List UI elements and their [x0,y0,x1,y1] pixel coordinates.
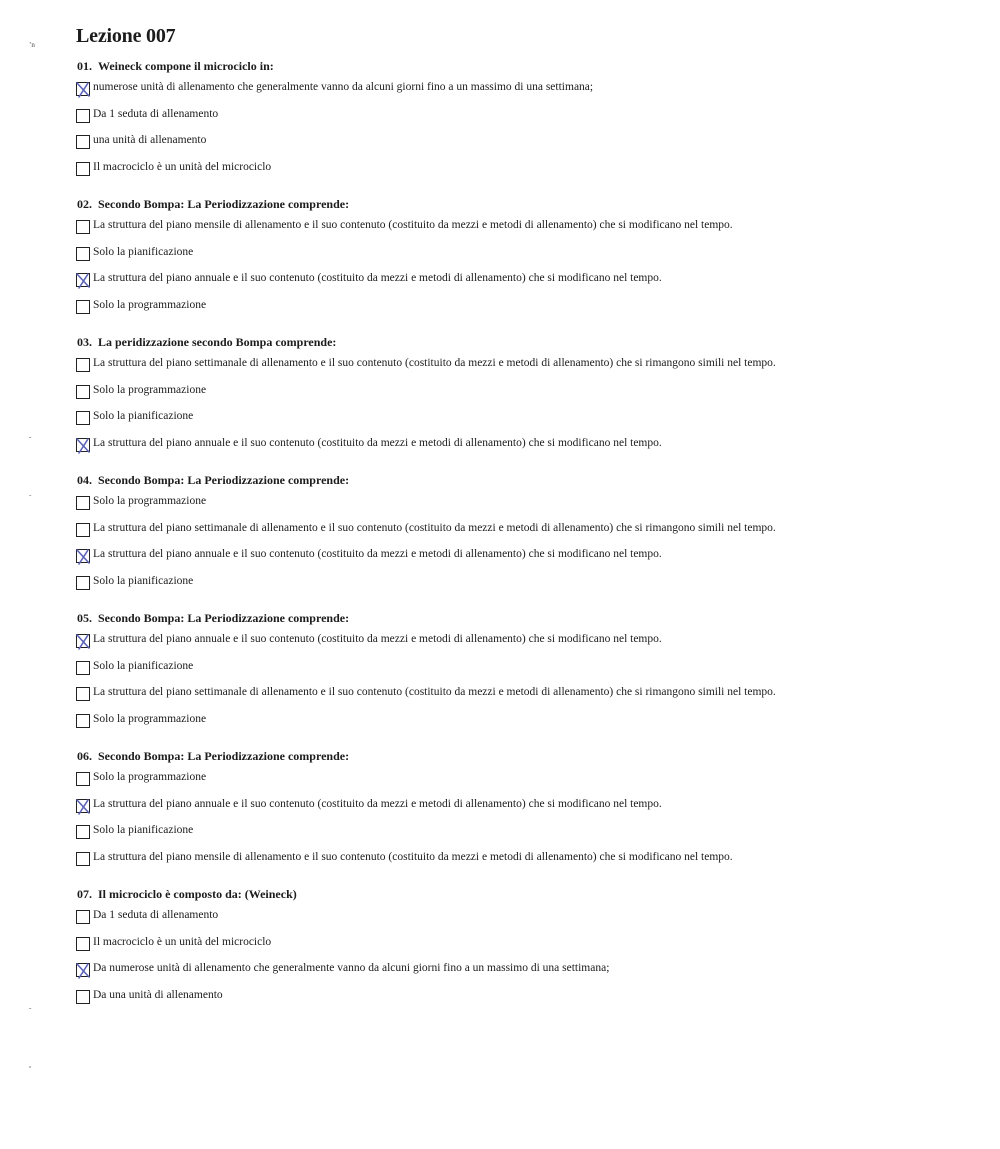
answer-option-label: Solo la pianificazione [93,659,194,672]
checkbox[interactable] [76,687,90,701]
answer-option[interactable] [76,160,976,187]
answer-option[interactable] [76,823,976,850]
checkbox[interactable] [76,247,90,261]
answer-option[interactable] [76,356,976,383]
answer-option[interactable] [76,685,976,712]
answer-option[interactable] [76,988,976,1015]
answer-option-label: La struttura del piano settimanale di allenamento e il suo contenuto (costituito da mezzi e metodi di allenamento) che si rimangono simili nel tempo. [93,686,776,698]
checkbox[interactable] [76,220,90,234]
handwritten-x-mark-icon [75,81,91,99]
question-block [76,472,976,600]
answer-option-label: La struttura del piano annuale e il suo contenuto (costituito da mezzi e metodi di allenamento) che si modificano nel tempo. [93,633,662,645]
answer-option-label: Solo la pianificazione [93,574,194,587]
question-text: Secondo Bompa: La Periodizzazione comprende: [98,749,350,763]
question-number: 04. [77,473,92,487]
margin-mark: ʼn [29,41,35,49]
checkbox[interactable] [76,300,90,314]
margin-mark: ˆ [29,1007,32,1015]
answer-option-label: numerose unità di allenamento che generalmente vanno da alcuni giorni fino a un massimo di una settimana; [93,81,594,93]
answer-option-label: La struttura del piano annuale e il suo contenuto (costituito da mezzi e metodi di allenamento) che si modificano nel tempo. [93,272,662,284]
checkbox[interactable] [76,496,90,510]
question-block [76,886,976,1014]
question-text: Secondo Bompa: La Periodizzazione comprende: [98,197,350,211]
answer-option[interactable] [76,797,976,824]
answer-option[interactable] [76,935,976,962]
answer-option-label: Solo la programmazione [93,771,207,783]
question-heading [77,58,976,74]
checkbox[interactable] [76,852,90,866]
answer-option[interactable] [76,961,976,988]
answer-option[interactable] [76,659,976,686]
checkbox[interactable] [76,714,90,728]
answer-option[interactable] [76,298,976,325]
answer-option[interactable] [76,850,976,877]
answer-option-label: La struttura del piano mensile di allenamento e il suo contenuto (costituito da mezzi e metodi di allenamento) che si modificano nel tempo. [93,850,733,863]
handwritten-x-mark-icon [75,962,91,980]
answer-option[interactable] [76,436,976,463]
question-number: 06. [77,749,92,763]
answer-option-label: La struttura del piano mensile di allenamento e il suo contenuto (costituito da mezzi e metodi di allenamento) che si modificano nel tempo. [93,219,733,231]
checkbox[interactable] [76,523,90,537]
question-heading [77,334,976,350]
question-text: Il microciclo è composto da: (Weineck) [98,887,297,901]
checkbox[interactable] [76,910,90,924]
answer-option[interactable] [76,133,976,160]
question-number: 05. [77,611,92,625]
checkbox[interactable] [76,358,90,372]
answer-option-label: Da numerose unità di allenamento che generalmente vanno da alcuni giorni fino a un massimo di una settimana; [93,962,610,974]
answer-option-label: Da 1 seduta di allenamento [93,909,219,921]
question-block [76,58,976,186]
question-block [76,334,976,462]
answer-option-label: Solo la pianificazione [93,410,194,422]
answer-option-label: La struttura del piano annuale e il suo contenuto (costituito da mezzi e metodi di allenamento) che si modificano nel tempo. [93,797,662,810]
answer-option[interactable] [76,245,976,272]
checked-checkbox[interactable] [76,438,90,452]
answer-option[interactable] [76,107,976,134]
checkbox[interactable] [76,385,90,399]
question-heading [77,610,976,626]
answer-option-label: Solo la pianificazione [93,245,194,258]
answer-option-label: Da una unità di allenamento [93,988,223,1001]
answer-option-label: una unità di allenamento [93,134,207,146]
answer-option[interactable] [76,494,976,521]
answer-option-label: La struttura del piano annuale e il suo contenuto (costituito da mezzi e metodi di allenamento) che si modificano nel tempo. [93,548,662,560]
quiz-page [76,24,976,1024]
question-text: Secondo Bompa: La Periodizzazione comprende: [98,611,350,625]
question-list [76,58,976,1014]
question-text: Secondo Bompa: La Periodizzazione comprende: [98,473,350,487]
checkbox[interactable] [76,661,90,675]
checked-checkbox[interactable] [76,549,90,563]
answer-option-label: Da 1 seduta di allenamento [93,107,219,120]
answer-option-label: Solo la programmazione [93,383,207,396]
question-heading [77,748,976,764]
answer-option[interactable] [76,547,976,574]
answer-option[interactable] [76,908,976,935]
answer-option-label: Il macrociclo è un unità del microciclo [93,160,272,173]
checkbox[interactable] [76,772,90,786]
answer-option[interactable] [76,574,976,601]
checkbox[interactable] [76,825,90,839]
handwritten-x-mark-icon [75,633,91,651]
handwritten-x-mark-icon [75,798,91,816]
question-block [76,610,976,738]
answer-option-label: Solo la programmazione [93,298,207,311]
checkbox[interactable] [76,576,90,590]
answer-option-label: Il macrociclo è un unità del microciclo [93,935,272,948]
question-block [76,748,976,876]
answer-option[interactable] [76,383,976,410]
answer-option[interactable] [76,770,976,797]
answer-option[interactable] [76,632,976,659]
checkbox[interactable] [76,990,90,1004]
handwritten-x-mark-icon [75,437,91,455]
question-block [76,196,976,324]
handwritten-x-mark-icon [75,548,91,566]
checkbox[interactable] [76,411,90,425]
question-heading [77,886,976,902]
checked-checkbox[interactable] [76,963,90,977]
question-heading [77,196,976,212]
checkbox[interactable] [76,135,90,149]
answer-option[interactable] [76,218,976,245]
checkbox[interactable] [76,162,90,176]
handwritten-x-mark-icon [75,272,91,290]
answer-option[interactable] [76,712,976,739]
question-text: Weineck compone il microciclo in: [98,59,274,73]
margin-mark: ˉ [29,494,32,502]
answer-option-label: La struttura del piano annuale e il suo contenuto (costituito da mezzi e metodi di allenamento) che si modificano nel tempo. [93,436,662,449]
page-title: Lezione 007 [76,25,176,47]
answer-option-label: La struttura del piano settimanale di allenamento e il suo contenuto (costituito da mezzi e metodi di allenamento) che si rimangono simili nel tempo. [93,357,776,369]
question-number: 01. [77,59,92,73]
checkbox[interactable] [76,937,90,951]
checked-checkbox[interactable] [76,273,90,287]
answer-option-label: Solo la programmazione [93,712,207,725]
answer-option-label: Solo la pianificazione [93,824,194,836]
answer-option[interactable] [76,521,976,548]
question-number: 07. [77,887,92,901]
question-number: 03. [77,335,92,349]
answer-option[interactable] [76,271,976,298]
checked-checkbox[interactable] [76,634,90,648]
answer-option-label: La struttura del piano settimanale di allenamento e il suo contenuto (costituito da mezzi e metodi di allenamento) che si rimangono simili nel tempo. [93,521,776,534]
answer-option[interactable] [76,80,976,107]
checked-checkbox[interactable] [76,82,90,96]
margin-mark: ˣ [29,1064,32,1072]
answer-option-label: Solo la programmazione [93,495,207,507]
margin-mark: ˇ [29,436,32,444]
checkbox[interactable] [76,109,90,123]
question-number: 02. [77,197,92,211]
checked-checkbox[interactable] [76,799,90,813]
answer-option[interactable] [76,409,976,436]
question-text: La peridizzazione secondo Bompa comprende: [98,335,337,349]
question-heading [77,472,976,488]
